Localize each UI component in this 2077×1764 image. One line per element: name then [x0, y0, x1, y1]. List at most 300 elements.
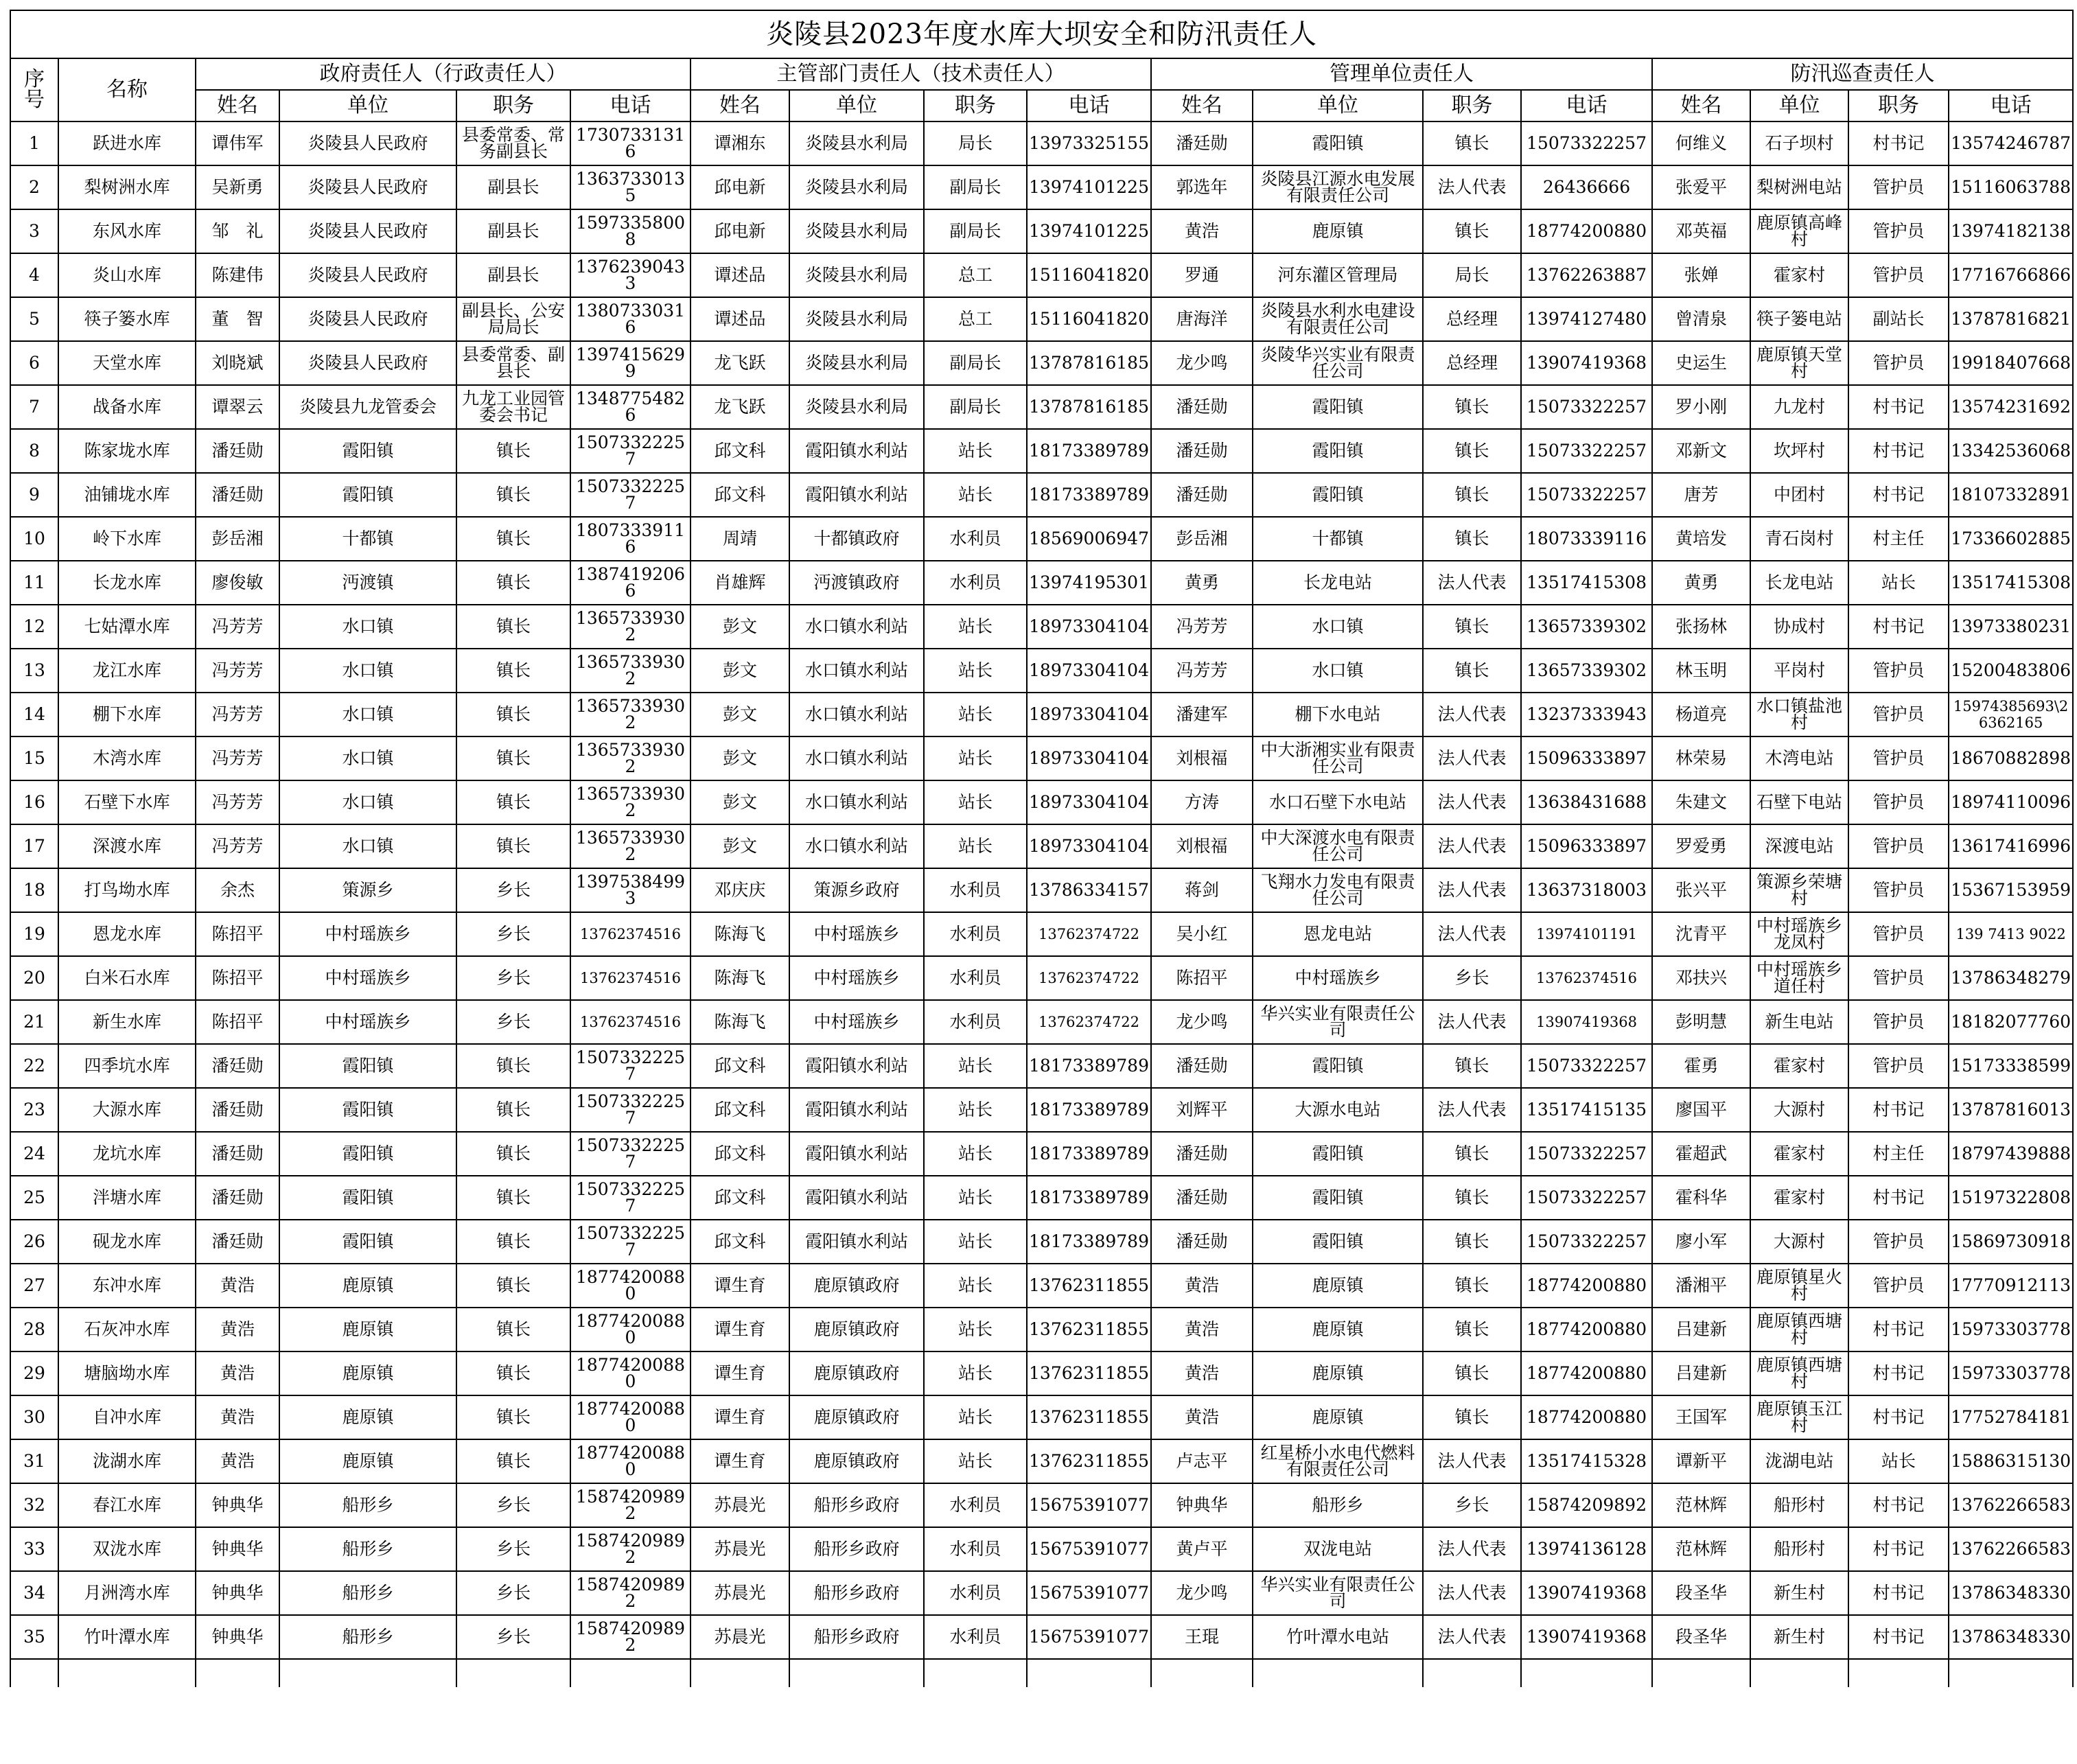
table-row — [10, 1308, 2073, 1351]
cell-patrol-name: 邓扶兴 — [1652, 956, 1750, 1000]
cell-reservoir-name: 东风水库 — [58, 209, 196, 253]
cell-patrol-name: 范林辉 — [1652, 1483, 1750, 1527]
cell-dept-name: 邱电新 — [691, 209, 789, 253]
cell-gov-unit: 鹿原镇 — [279, 1264, 456, 1308]
cell-index: 20 — [10, 956, 58, 1000]
cell-mgmt-name: 刘根福 — [1151, 736, 1253, 780]
cell-patrol-phone: 15974385693\26362165 — [1949, 693, 2073, 736]
cell-mgmt-position: 法人代表 — [1423, 561, 1521, 605]
table-row — [10, 780, 2073, 824]
cell-patrol-name: 唐芳 — [1652, 473, 1750, 517]
cell-mgmt-phone: 15073322257 — [1521, 385, 1652, 429]
cell-mgmt-position: 镇长 — [1423, 385, 1521, 429]
cell-dept-unit: 沔渡镇政府 — [789, 561, 924, 605]
cell-patrol-unit: 坎坪村 — [1750, 429, 1848, 473]
cell-index: 28 — [10, 1308, 58, 1351]
cell-mgmt-phone: 13907419368 — [1521, 1615, 1652, 1659]
cell-mgmt-unit: 华兴实业有限责任公司 — [1253, 1000, 1423, 1044]
cell-dept-phone: 15675391077 — [1027, 1527, 1151, 1571]
cell-reservoir-name: 石灰冲水库 — [58, 1308, 196, 1351]
cell-patrol-unit: 鹿原镇玉江村 — [1750, 1395, 1848, 1439]
header-person-name: 姓名 — [196, 90, 279, 121]
cell-patrol-position: 管护员 — [1848, 1220, 1949, 1264]
cell-gov-name: 余杰 — [196, 868, 279, 912]
cell-gov-name: 潘廷勋 — [196, 1176, 279, 1220]
cell-dept-name: 龙飞跃 — [691, 385, 789, 429]
empty-cell — [1750, 1659, 1848, 1687]
cell-mgmt-phone: 13517415308 — [1521, 561, 1652, 605]
cell-mgmt-phone: 13517415328 — [1521, 1439, 1652, 1483]
cell-dept-position: 水利员 — [924, 517, 1027, 561]
cell-mgmt-unit: 鹿原镇 — [1253, 1351, 1423, 1395]
cell-mgmt-name: 王琨 — [1151, 1615, 1253, 1659]
header-group-patrol: 防汛巡查责任人 — [1652, 58, 2073, 90]
cell-dept-phone: 13787816185 — [1027, 341, 1151, 385]
cell-patrol-name: 吕建新 — [1652, 1308, 1750, 1351]
cell-dept-position: 站长 — [924, 1088, 1027, 1132]
cell-mgmt-name: 钟典华 — [1151, 1483, 1253, 1527]
cell-dept-name: 谭湘东 — [691, 121, 789, 165]
cell-gov-unit: 十都镇 — [279, 517, 456, 561]
cell-gov-position: 镇长 — [456, 517, 570, 561]
cell-index: 26 — [10, 1220, 58, 1264]
cell-dept-phone: 18973304104 — [1027, 693, 1151, 736]
cell-patrol-phone: 17336602885 — [1949, 517, 2073, 561]
table-row — [10, 253, 2073, 297]
cell-gov-name: 冯芳芳 — [196, 780, 279, 824]
cell-mgmt-position: 镇长 — [1423, 517, 1521, 561]
cell-patrol-unit: 木湾电站 — [1750, 736, 1848, 780]
table-row — [10, 824, 2073, 868]
cell-reservoir-name: 深渡水库 — [58, 824, 196, 868]
cell-gov-position: 乡长 — [456, 1527, 570, 1571]
cell-patrol-position: 村书记 — [1848, 1088, 1949, 1132]
cell-dept-phone: 18173389789 — [1027, 1088, 1151, 1132]
cell-gov-position: 副县长 — [456, 253, 570, 297]
cell-patrol-unit: 鹿原镇天堂村 — [1750, 341, 1848, 385]
cell-gov-position: 副县长 — [456, 165, 570, 209]
cell-gov-position: 副县长、公安局局长 — [456, 297, 570, 341]
cell-index: 32 — [10, 1483, 58, 1527]
cell-dept-unit: 霞阳镇水利站 — [789, 1176, 924, 1220]
cell-gov-unit: 炎陵县人民政府 — [279, 209, 456, 253]
cell-patrol-phone: 15200483806 — [1949, 649, 2073, 693]
cell-mgmt-name: 冯芳芳 — [1151, 605, 1253, 649]
empty-cell — [1027, 1659, 1151, 1687]
cell-gov-phone: 13637330135 — [570, 165, 691, 209]
table-row — [10, 1088, 2073, 1132]
cell-dept-phone: 13762311855 — [1027, 1351, 1151, 1395]
cell-gov-position: 镇长 — [456, 1132, 570, 1176]
cell-index: 16 — [10, 780, 58, 824]
table-row — [10, 341, 2073, 385]
cell-gov-phone: 15874209892 — [570, 1483, 691, 1527]
cell-dept-unit: 炎陵县水利局 — [789, 385, 924, 429]
cell-patrol-position: 村书记 — [1848, 605, 1949, 649]
cell-dept-name: 邱文科 — [691, 1088, 789, 1132]
cell-reservoir-name: 双泷水库 — [58, 1527, 196, 1571]
cell-mgmt-phone: 18073339116 — [1521, 517, 1652, 561]
cell-dept-phone: 18173389789 — [1027, 1132, 1151, 1176]
cell-mgmt-unit: 船形乡 — [1253, 1483, 1423, 1527]
cell-dept-position: 水利员 — [924, 868, 1027, 912]
cell-mgmt-name: 刘辉平 — [1151, 1088, 1253, 1132]
cell-mgmt-name: 陈招平 — [1151, 956, 1253, 1000]
cell-mgmt-phone: 13237333943 — [1521, 693, 1652, 736]
header-phone: 电话 — [570, 90, 691, 121]
table-row — [10, 1527, 2073, 1571]
cell-reservoir-name: 泮塘水库 — [58, 1176, 196, 1220]
cell-mgmt-position: 法人代表 — [1423, 1571, 1521, 1615]
cell-dept-name: 龙飞跃 — [691, 341, 789, 385]
cell-mgmt-name: 龙少鸣 — [1151, 1571, 1253, 1615]
cell-dept-phone: 13762311855 — [1027, 1395, 1151, 1439]
cell-mgmt-position: 镇长 — [1423, 121, 1521, 165]
cell-dept-position: 站长 — [924, 736, 1027, 780]
cell-mgmt-unit: 长龙电站 — [1253, 561, 1423, 605]
cell-dept-position: 站长 — [924, 824, 1027, 868]
cell-patrol-name: 沈青平 — [1652, 912, 1750, 956]
cell-index: 12 — [10, 605, 58, 649]
cell-patrol-phone: 139 7413 9022 — [1949, 912, 2073, 956]
cell-gov-position: 乡长 — [456, 1000, 570, 1044]
cell-mgmt-phone: 15073322257 — [1521, 121, 1652, 165]
cell-dept-name: 彭文 — [691, 780, 789, 824]
cell-index: 34 — [10, 1571, 58, 1615]
cell-patrol-position: 村书记 — [1848, 1527, 1949, 1571]
cell-dept-unit: 策源乡政府 — [789, 868, 924, 912]
cell-index: 19 — [10, 912, 58, 956]
cell-gov-position: 镇长 — [456, 1439, 570, 1483]
cell-mgmt-unit: 霞阳镇 — [1253, 1176, 1423, 1220]
table-title: 炎陵县2023年度水库大坝安全和防汛责任人 — [10, 10, 2073, 58]
cell-gov-position: 镇长 — [456, 1308, 570, 1351]
table-row — [10, 1439, 2073, 1483]
cell-mgmt-position: 镇长 — [1423, 209, 1521, 253]
cell-mgmt-name: 潘廷勋 — [1151, 473, 1253, 517]
cell-patrol-name: 邓英福 — [1652, 209, 1750, 253]
cell-dept-position: 副局长 — [924, 209, 1027, 253]
cell-gov-phone: 13657339302 — [570, 824, 691, 868]
cell-mgmt-unit: 水口石壁下水电站 — [1253, 780, 1423, 824]
cell-gov-unit: 船形乡 — [279, 1527, 456, 1571]
cell-gov-position: 镇长 — [456, 561, 570, 605]
responsibility-table — [10, 10, 2074, 1687]
cell-mgmt-position: 法人代表 — [1423, 693, 1521, 736]
cell-gov-position: 镇长 — [456, 693, 570, 736]
table-row — [10, 1044, 2073, 1088]
cell-mgmt-phone: 13974127480 — [1521, 297, 1652, 341]
cell-patrol-name: 廖国平 — [1652, 1088, 1750, 1132]
cell-gov-unit: 水口镇 — [279, 736, 456, 780]
cell-patrol-unit: 协成村 — [1750, 605, 1848, 649]
cell-patrol-position: 管护员 — [1848, 1264, 1949, 1308]
cell-dept-name: 谭生育 — [691, 1351, 789, 1395]
cell-patrol-phone: 15869730918 — [1949, 1220, 2073, 1264]
empty-cell — [456, 1659, 570, 1687]
cell-index: 21 — [10, 1000, 58, 1044]
cell-dept-position: 水利员 — [924, 1571, 1027, 1615]
table-row — [10, 693, 2073, 736]
cell-dept-phone: 13762374722 — [1027, 912, 1151, 956]
header-person-name: 姓名 — [691, 90, 789, 121]
cell-dept-name: 谭生育 — [691, 1439, 789, 1483]
cell-dept-name: 陈海飞 — [691, 912, 789, 956]
header-unit: 单位 — [1750, 90, 1848, 121]
header-name: 名称 — [58, 58, 196, 121]
cell-dept-name: 谭述品 — [691, 253, 789, 297]
cell-index: 9 — [10, 473, 58, 517]
cell-patrol-phone: 15367153959 — [1949, 868, 2073, 912]
cell-patrol-position: 村主任 — [1848, 1132, 1949, 1176]
cell-patrol-phone: 13762266583 — [1949, 1483, 2073, 1527]
cell-patrol-unit: 霍家村 — [1750, 253, 1848, 297]
cell-gov-phone: 15874209892 — [570, 1615, 691, 1659]
empty-cell — [570, 1659, 691, 1687]
cell-patrol-position: 村书记 — [1848, 1308, 1949, 1351]
table-row — [10, 1483, 2073, 1527]
header-phone: 电话 — [1949, 90, 2073, 121]
cell-gov-unit: 霞阳镇 — [279, 1176, 456, 1220]
cell-mgmt-position: 法人代表 — [1423, 1000, 1521, 1044]
cell-patrol-unit: 九龙村 — [1750, 385, 1848, 429]
table-row — [10, 385, 2073, 429]
cell-dept-position: 水利员 — [924, 1527, 1027, 1571]
cell-index: 18 — [10, 868, 58, 912]
cell-gov-name: 廖俊敏 — [196, 561, 279, 605]
cell-mgmt-unit: 中大浙湘实业有限责任公司 — [1253, 736, 1423, 780]
cell-index: 5 — [10, 297, 58, 341]
cell-gov-phone: 15073322257 — [570, 1132, 691, 1176]
cell-patrol-phone: 13574231692 — [1949, 385, 2073, 429]
cell-index: 4 — [10, 253, 58, 297]
cell-mgmt-unit: 炎陵华兴实业有限责任公司 — [1253, 341, 1423, 385]
cell-gov-phone: 18774200880 — [570, 1308, 691, 1351]
cell-patrol-name: 张兴平 — [1652, 868, 1750, 912]
cell-patrol-name: 段圣华 — [1652, 1571, 1750, 1615]
cell-gov-phone: 13975384993 — [570, 868, 691, 912]
cell-mgmt-unit: 炎陵县水利水电建设有限责任公司 — [1253, 297, 1423, 341]
cell-patrol-unit: 鹿原镇西塘村 — [1750, 1308, 1848, 1351]
cell-mgmt-name: 郭选年 — [1151, 165, 1253, 209]
cell-dept-name: 陈海飞 — [691, 956, 789, 1000]
cell-mgmt-position: 法人代表 — [1423, 736, 1521, 780]
table-row — [10, 736, 2073, 780]
cell-dept-position: 站长 — [924, 1351, 1027, 1395]
cell-patrol-unit: 泷湖电站 — [1750, 1439, 1848, 1483]
cell-gov-unit: 霞阳镇 — [279, 1132, 456, 1176]
cell-dept-position: 副局长 — [924, 341, 1027, 385]
cell-mgmt-name: 黄浩 — [1151, 1308, 1253, 1351]
cell-mgmt-position: 镇长 — [1423, 1264, 1521, 1308]
cell-mgmt-unit: 中村瑶族乡 — [1253, 956, 1423, 1000]
cell-gov-name: 潘廷勋 — [196, 473, 279, 517]
cell-dept-position: 站长 — [924, 1132, 1027, 1176]
cell-gov-name: 董 智 — [196, 297, 279, 341]
cell-dept-unit: 水口镇水利站 — [789, 780, 924, 824]
cell-patrol-phone: 13974182138 — [1949, 209, 2073, 253]
cell-mgmt-phone: 15096333897 — [1521, 824, 1652, 868]
cell-patrol-name: 吕建新 — [1652, 1351, 1750, 1395]
cell-dept-position: 站长 — [924, 780, 1027, 824]
cell-patrol-position: 管护员 — [1848, 165, 1949, 209]
cell-mgmt-position: 总经理 — [1423, 341, 1521, 385]
cell-patrol-unit: 鹿原镇西塘村 — [1750, 1351, 1848, 1395]
cell-reservoir-name: 东冲水库 — [58, 1264, 196, 1308]
table-body — [10, 121, 2073, 1687]
cell-mgmt-phone: 18774200880 — [1521, 209, 1652, 253]
cell-gov-position: 镇长 — [456, 1351, 570, 1395]
cell-index: 29 — [10, 1351, 58, 1395]
cell-patrol-phone: 17716766866 — [1949, 253, 2073, 297]
cell-patrol-position: 管护员 — [1848, 649, 1949, 693]
cell-gov-phone: 13762374516 — [570, 956, 691, 1000]
cell-patrol-unit: 船形村 — [1750, 1527, 1848, 1571]
cell-gov-unit: 沔渡镇 — [279, 561, 456, 605]
cell-mgmt-name: 潘廷勋 — [1151, 429, 1253, 473]
cell-dept-name: 邱文科 — [691, 1220, 789, 1264]
empty-cell — [196, 1659, 279, 1687]
cell-index: 33 — [10, 1527, 58, 1571]
cell-patrol-name: 范林辉 — [1652, 1527, 1750, 1571]
cell-patrol-phone: 18182077760 — [1949, 1000, 2073, 1044]
cell-patrol-unit: 水口镇盐池村 — [1750, 693, 1848, 736]
cell-mgmt-name: 潘廷勋 — [1151, 1220, 1253, 1264]
cell-mgmt-name: 刘根福 — [1151, 824, 1253, 868]
cell-dept-position: 站长 — [924, 649, 1027, 693]
cell-dept-name: 谭生育 — [691, 1395, 789, 1439]
cell-gov-phone: 18073339116 — [570, 517, 691, 561]
cell-gov-unit: 鹿原镇 — [279, 1308, 456, 1351]
cell-mgmt-phone: 15073322257 — [1521, 473, 1652, 517]
empty-cell — [1423, 1659, 1521, 1687]
cell-gov-phone: 13657339302 — [570, 693, 691, 736]
header-unit: 单位 — [1253, 90, 1423, 121]
cell-mgmt-position: 乡长 — [1423, 956, 1521, 1000]
cell-dept-position: 站长 — [924, 605, 1027, 649]
cell-mgmt-phone: 15073322257 — [1521, 429, 1652, 473]
cell-gov-position: 镇长 — [456, 1044, 570, 1088]
cell-gov-name: 谭翠云 — [196, 385, 279, 429]
cell-dept-unit: 水口镇水利站 — [789, 693, 924, 736]
cell-index: 35 — [10, 1615, 58, 1659]
cell-patrol-name: 廖小军 — [1652, 1220, 1750, 1264]
cell-dept-phone: 18973304104 — [1027, 780, 1151, 824]
table-row — [10, 649, 2073, 693]
cell-mgmt-phone: 18774200880 — [1521, 1308, 1652, 1351]
cell-mgmt-unit: 炎陵县江源水电发展有限责任公司 — [1253, 165, 1423, 209]
table-row — [10, 561, 2073, 605]
cell-dept-unit: 鹿原镇政府 — [789, 1395, 924, 1439]
table-row — [10, 605, 2073, 649]
cell-gov-name: 黄浩 — [196, 1264, 279, 1308]
cell-dept-name: 谭生育 — [691, 1264, 789, 1308]
cell-mgmt-phone: 13974136128 — [1521, 1527, 1652, 1571]
cell-reservoir-name: 自冲水库 — [58, 1395, 196, 1439]
cell-gov-phone: 18774200880 — [570, 1351, 691, 1395]
cell-dept-name: 苏晨光 — [691, 1483, 789, 1527]
cell-patrol-unit: 策源乡荣塘村 — [1750, 868, 1848, 912]
empty-cell — [1848, 1659, 1949, 1687]
cell-patrol-phone: 18670882898 — [1949, 736, 2073, 780]
cell-gov-phone: 13657339302 — [570, 736, 691, 780]
cell-gov-position: 县委常委、常务副县长 — [456, 121, 570, 165]
cell-gov-position: 镇长 — [456, 429, 570, 473]
cell-index: 30 — [10, 1395, 58, 1439]
cell-patrol-name: 朱建文 — [1652, 780, 1750, 824]
cell-dept-name: 邱电新 — [691, 165, 789, 209]
cell-mgmt-phone: 15073322257 — [1521, 1176, 1652, 1220]
cell-index: 23 — [10, 1088, 58, 1132]
cell-patrol-position: 站长 — [1848, 1439, 1949, 1483]
cell-dept-position: 站长 — [924, 1264, 1027, 1308]
cell-patrol-phone: 13787816821 — [1949, 297, 2073, 341]
cell-dept-name: 陈海飞 — [691, 1000, 789, 1044]
cell-patrol-unit: 中村瑶族乡龙凤村 — [1750, 912, 1848, 956]
cell-gov-name: 冯芳芳 — [196, 693, 279, 736]
cell-patrol-phone: 13342536068 — [1949, 429, 2073, 473]
header-person-name: 姓名 — [1652, 90, 1750, 121]
cell-reservoir-name: 油铺垅水库 — [58, 473, 196, 517]
cell-mgmt-name: 潘廷勋 — [1151, 1132, 1253, 1176]
cell-gov-position: 县委常委、副县长 — [456, 341, 570, 385]
table-row — [10, 1220, 2073, 1264]
cell-index: 22 — [10, 1044, 58, 1088]
cell-dept-phone: 18569006947 — [1027, 517, 1151, 561]
cell-dept-name: 邓庆庆 — [691, 868, 789, 912]
cell-reservoir-name: 月洲湾水库 — [58, 1571, 196, 1615]
cell-gov-name: 陈招平 — [196, 912, 279, 956]
cell-patrol-name: 何维义 — [1652, 121, 1750, 165]
cell-reservoir-name: 炎山水库 — [58, 253, 196, 297]
cell-dept-name: 彭文 — [691, 649, 789, 693]
cell-dept-position: 站长 — [924, 1308, 1027, 1351]
cell-mgmt-position: 法人代表 — [1423, 780, 1521, 824]
cell-reservoir-name: 岭下水库 — [58, 517, 196, 561]
cell-gov-unit: 水口镇 — [279, 824, 456, 868]
cell-dept-unit: 水口镇水利站 — [789, 824, 924, 868]
cell-dept-phone: 18173389789 — [1027, 1220, 1151, 1264]
cell-mgmt-unit: 十都镇 — [1253, 517, 1423, 561]
cell-patrol-name: 曾清泉 — [1652, 297, 1750, 341]
cell-patrol-name: 黄培发 — [1652, 517, 1750, 561]
cell-patrol-position: 村书记 — [1848, 1483, 1949, 1527]
cell-mgmt-name: 黄浩 — [1151, 1395, 1253, 1439]
cell-index: 11 — [10, 561, 58, 605]
cell-dept-name: 肖雄辉 — [691, 561, 789, 605]
cell-patrol-name: 罗爱勇 — [1652, 824, 1750, 868]
cell-mgmt-phone: 13657339302 — [1521, 649, 1652, 693]
cell-mgmt-name: 罗通 — [1151, 253, 1253, 297]
cell-mgmt-unit: 霞阳镇 — [1253, 385, 1423, 429]
cell-dept-phone: 15116041820 — [1027, 297, 1151, 341]
cell-patrol-unit: 船形村 — [1750, 1483, 1848, 1527]
cell-gov-name: 邹 礼 — [196, 209, 279, 253]
cell-reservoir-name: 泷湖水库 — [58, 1439, 196, 1483]
cell-gov-unit: 炎陵县人民政府 — [279, 297, 456, 341]
cell-gov-unit: 炎陵县人民政府 — [279, 341, 456, 385]
cell-mgmt-phone: 15073322257 — [1521, 1220, 1652, 1264]
cell-dept-unit: 炎陵县水利局 — [789, 297, 924, 341]
cell-reservoir-name: 竹叶潭水库 — [58, 1615, 196, 1659]
cell-mgmt-position: 镇长 — [1423, 473, 1521, 517]
cell-gov-position: 镇长 — [456, 1176, 570, 1220]
cell-dept-phone: 13973325155 — [1027, 121, 1151, 165]
cell-gov-position: 乡长 — [456, 956, 570, 1000]
cell-dept-phone: 18173389789 — [1027, 429, 1151, 473]
cell-gov-phone: 18774200880 — [570, 1264, 691, 1308]
cell-gov-position: 镇长 — [456, 1220, 570, 1264]
